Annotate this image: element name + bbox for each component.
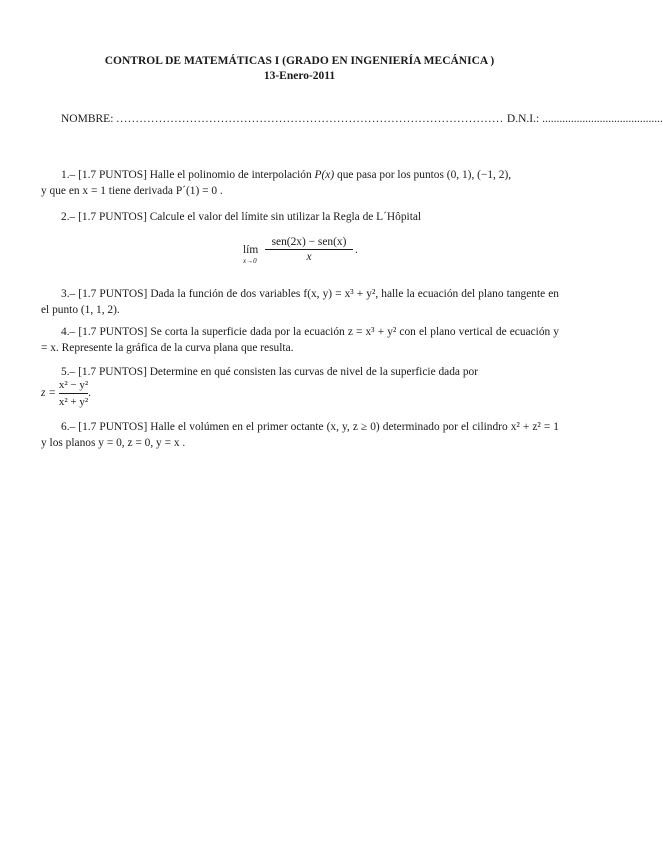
limit-operator: lím x→0 [243,244,259,265]
question-4: 4.– [1.7 PUNTOS] Se corta la superficie dada por la ecuación z = x³ + y² con el plano vertical de ecuación y = x. Represente la gráfica de la curva plana que resulta. [41,326,559,354]
q5-numerator: x² − y² [59,377,88,394]
q5-fraction [59,377,88,410]
q5-z: z = [41,387,56,400]
q1-line2: y que en x = 1 tiene derivada P´(1) = 0 . [41,185,223,197]
q5-text: 5.– [1.7 PUNTOS] Determine en qué consisten las curvas de nivel de la superficie dada por [61,366,479,378]
dni-field[interactable]: .......................................... [542,113,663,125]
question-1 [41,167,559,199]
limit-formula [243,236,383,272]
q1-lead: 1.– [1.7 PUNTOS] Halle el polinomio de interpolación [61,169,312,181]
nombre-label: NOMBRE: [61,113,114,125]
question-2: 2.– [1.7 PUNTOS] Calcule el valor del límite sin utilizar la Regla de L´Hôpital [61,211,422,223]
q5-period: . [88,387,91,400]
question-5 [41,364,559,410]
limit-fraction [265,236,353,263]
nombre-field[interactable]: .................................................................................................... [116,113,504,125]
q5-denominator: x² + y² [58,396,89,408]
question-3: 3.– [1.7 PUNTOS] Dada la función de dos variables f(x, y) = x³ + y², halle la ecuación del plano tangente en el punto (1, 1, 2). [41,288,559,316]
fraction-denominator: x [306,251,312,263]
q5-formula [41,377,559,410]
exam-title: CONTROL DE MATEMÁTICAS I (GRADO EN INGENIERÍA MECÁNICA ) [104,55,495,67]
formula-period: . [355,244,358,256]
dni-label: D.N.I.: [506,113,540,125]
exam-date: 13-Enero-2011 [263,70,336,82]
question-6: 6.– [1.7 PUNTOS] Halle el volúmen en el primer octante (x, y, z ≥ 0) determinado por el cilindro x² + z² = 1 y los planos y = 0, z = 0, y = x . [41,421,559,449]
q1-poly: P(x) [314,169,335,181]
q1-rest: que pasa por los puntos (0, 1), (−1, 2), [337,169,512,181]
name-line [61,113,663,125]
limit-subscript: x→0 [243,257,257,265]
fraction-numerator: sen(2x) − sen(x) [265,236,353,250]
